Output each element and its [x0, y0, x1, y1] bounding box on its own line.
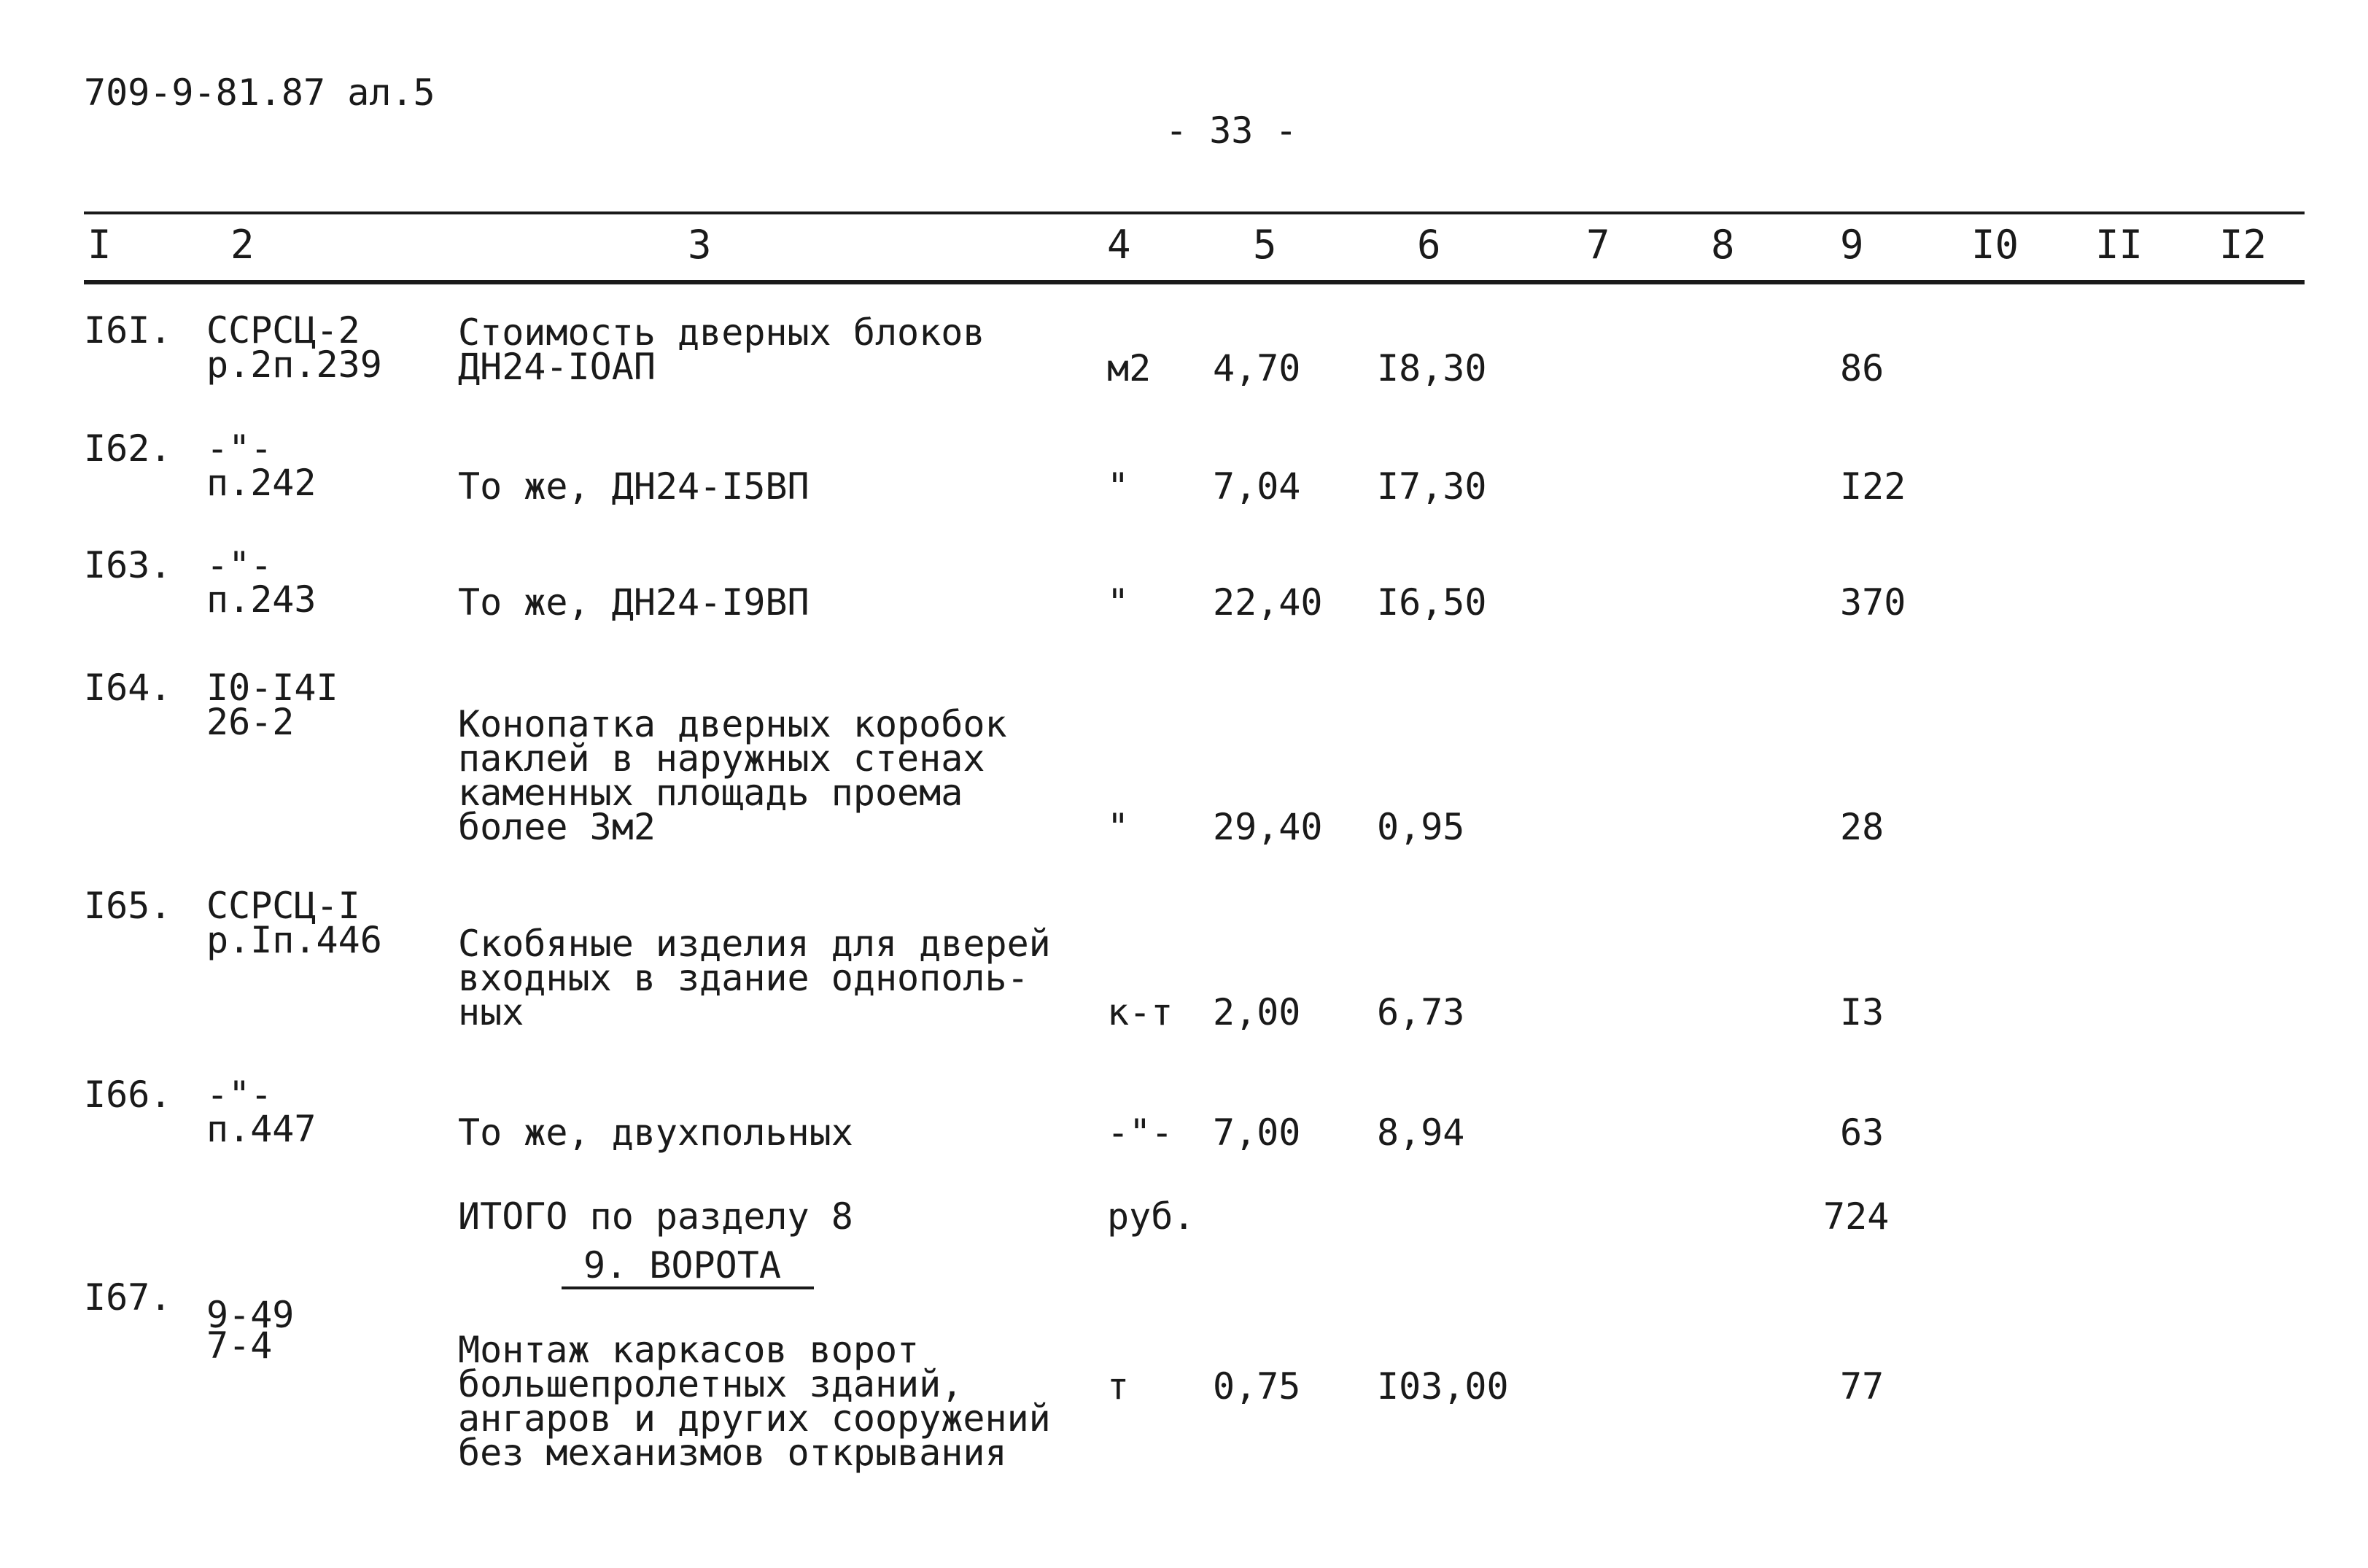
- row-unit: к-т: [1107, 991, 1173, 1033]
- row-description: То же, ДН24-I9ВП: [458, 581, 810, 624]
- col-header-8: 8: [1711, 222, 1735, 268]
- row-quantity: 22,40: [1213, 581, 1323, 624]
- row-reference: 7-4: [206, 1324, 273, 1367]
- row-total: 28: [1840, 806, 1884, 848]
- col-header-5: 5: [1253, 222, 1277, 268]
- row-description: Стоимость дверных блоков: [458, 311, 985, 354]
- col-header-2: 2: [230, 222, 255, 268]
- row-reference: 9-49: [206, 1294, 295, 1336]
- row-description: без механизмов открывания: [458, 1432, 1007, 1474]
- row-unit: т: [1107, 1365, 1130, 1408]
- col-header-7: 7: [1586, 222, 1610, 268]
- col-header-1: I: [88, 222, 112, 268]
- row-quantity: 29,40: [1213, 806, 1323, 848]
- row-unit-price: 8,94: [1377, 1111, 1465, 1154]
- row-description: ангаров и других сооружений: [458, 1397, 1051, 1440]
- row-unit: ": [1107, 465, 1130, 508]
- col-header-10: I0: [1971, 222, 2019, 268]
- col-header-9: 9: [1840, 222, 1864, 268]
- row-reference: -"-: [206, 1074, 273, 1116]
- row-reference: -"-: [206, 544, 273, 586]
- row-description: Монтаж каркасов ворот: [458, 1329, 920, 1371]
- row-reference: ССРСЦ-I: [206, 885, 360, 927]
- row-description: То же, ДН24-I5ВП: [458, 465, 810, 508]
- row-number: I64.: [84, 667, 172, 709]
- row-reference: р.Iп.446: [206, 919, 382, 961]
- row-description: Скобяные изделия для дверей: [458, 923, 1051, 965]
- row-reference: I0-I4I: [206, 667, 338, 709]
- table-header-rule: [84, 280, 2305, 284]
- row-number: I62.: [84, 427, 172, 470]
- row-unit-price: 6,73: [1377, 991, 1465, 1033]
- row-total: I3: [1840, 991, 1884, 1033]
- row-description: большепролетных зданий,: [458, 1363, 963, 1405]
- row-total: 77: [1840, 1365, 1884, 1408]
- row-unit: ": [1107, 581, 1130, 624]
- row-unit: м2: [1107, 347, 1152, 389]
- row-description: Конопатка дверных коробок: [458, 703, 1007, 745]
- row-quantity: 4,70: [1213, 347, 1301, 389]
- subtotal-label: ИТОГО по разделу 8: [458, 1195, 853, 1238]
- row-quantity: 7,00: [1213, 1111, 1301, 1154]
- row-unit-price: I6,50: [1377, 581, 1487, 624]
- table-top-rule: [84, 211, 2305, 214]
- row-reference: -"-: [206, 427, 273, 470]
- row-number: I65.: [84, 885, 172, 927]
- row-number: I67.: [84, 1276, 172, 1319]
- row-reference: ССРСЦ-2: [206, 309, 360, 352]
- row-description: паклей в наружных стенах: [458, 737, 985, 780]
- row-unit-price: I8,30: [1377, 347, 1487, 389]
- section-title: 9. ВОРОТА: [583, 1244, 781, 1286]
- row-description: каменных площадь проема: [458, 772, 963, 814]
- col-header-3: 3: [688, 222, 712, 268]
- col-header-12: I2: [2219, 222, 2267, 268]
- row-reference: р.2п.239: [206, 344, 382, 386]
- row-unit-price: I7,30: [1377, 465, 1487, 508]
- col-header-4: 4: [1107, 222, 1131, 268]
- subtotal-unit: руб.: [1107, 1195, 1195, 1238]
- row-reference: п.243: [206, 578, 317, 621]
- row-total: 370: [1840, 581, 1906, 624]
- page-number: - 33 -: [1165, 109, 1297, 152]
- row-unit: ": [1107, 806, 1130, 848]
- row-number: I63.: [84, 544, 172, 586]
- col-header-6: 6: [1417, 222, 1441, 268]
- section-title-underline: [562, 1286, 814, 1289]
- row-reference: п.447: [206, 1108, 317, 1150]
- document-code: 709-9-81.87 ал.5: [84, 71, 435, 114]
- row-description: входных в здание однополь-: [458, 957, 1029, 999]
- row-description: То же, двухпольных: [458, 1111, 853, 1154]
- row-total: I22: [1840, 465, 1906, 508]
- row-description: ДН24-IOАП: [458, 346, 656, 388]
- row-number: I66.: [84, 1074, 172, 1116]
- row-unit: -"-: [1107, 1111, 1173, 1154]
- row-reference: 26-2: [206, 701, 295, 743]
- row-total: 63: [1840, 1111, 1884, 1154]
- row-number: I6I.: [84, 309, 172, 352]
- row-quantity: 2,00: [1213, 991, 1301, 1033]
- row-total: 86: [1840, 347, 1884, 389]
- subtotal-total: 724: [1823, 1195, 1890, 1238]
- row-unit-price: 0,95: [1377, 806, 1465, 848]
- row-description: ных: [458, 991, 524, 1033]
- row-unit-price: I03,00: [1377, 1365, 1509, 1408]
- row-quantity: 0,75: [1213, 1365, 1301, 1408]
- row-reference: п.242: [206, 462, 317, 504]
- row-quantity: 7,04: [1213, 465, 1301, 508]
- row-description: более 3м2: [458, 806, 656, 848]
- col-header-11: II: [2095, 222, 2143, 268]
